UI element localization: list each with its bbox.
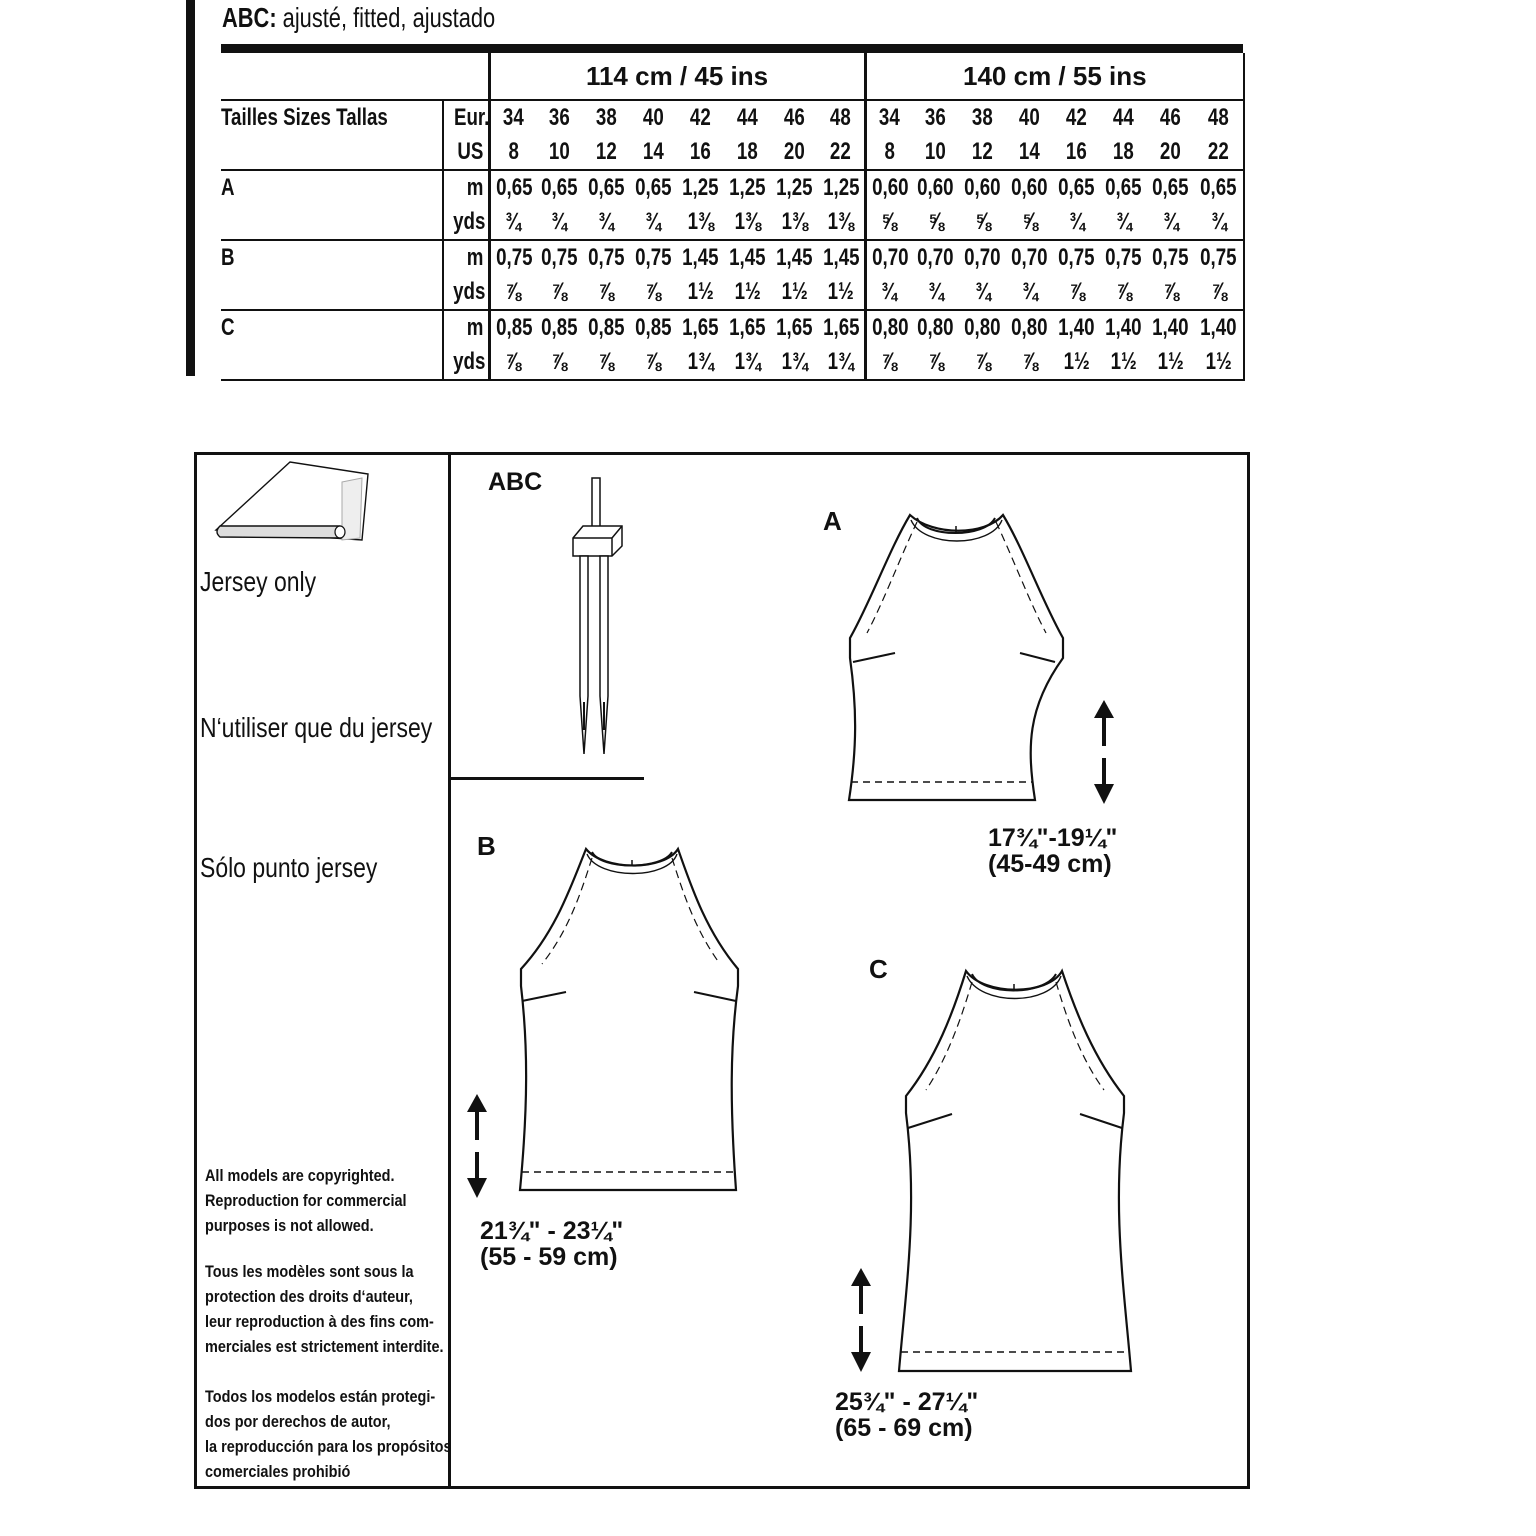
table-cell: 1,65	[729, 314, 766, 341]
view-b-yards-row-unit: yds	[443, 275, 489, 310]
table-cell: 1½	[1194, 345, 1244, 380]
table-cell: 1½	[1147, 345, 1194, 380]
table-cell: 8	[865, 135, 912, 170]
table-cell: 1,25	[823, 174, 860, 201]
table-cell: 1½	[724, 275, 771, 310]
copyright-fr: Tous les modèles sont sous la protection des droits d‘auteur, leur reproduction à des fins com- merciales est strictement interdite.	[205, 1262, 444, 1356]
table-cell: ¾	[583, 205, 630, 240]
table-cell: 42	[1066, 104, 1087, 131]
view-a-label: A	[823, 506, 842, 536]
table-cell: 14	[630, 135, 677, 170]
view-a-meters-row-label: A	[221, 174, 235, 201]
table-cell: 1¾	[677, 345, 724, 380]
table-cell: 1¾	[724, 345, 771, 380]
table-cell: 0,65	[588, 174, 625, 201]
us-size-row	[221, 135, 1244, 170]
table-cell: 1⅜	[677, 205, 724, 240]
table-cell: ⅞	[583, 345, 630, 380]
table-cell: 1¾	[818, 345, 865, 380]
table-cell: 1½	[1053, 345, 1100, 380]
table-cell: 1¾	[771, 345, 818, 380]
table-top-rule	[221, 44, 1243, 53]
length-b: 21¾" - 23¼" (55 - 59 cm)	[480, 1217, 624, 1271]
view-a-meters-row	[221, 170, 1244, 205]
copyright-en: All models are copyrighted. Reproduction for commercial purposes is not allowed.	[205, 1166, 407, 1235]
fabric-note-es: Sólo punto jersey	[200, 852, 378, 883]
table-cell: 44	[737, 104, 758, 131]
view-c-yards-row-unit: yds	[443, 345, 489, 380]
garment-view-c	[898, 968, 1138, 1388]
length-arrow-b	[462, 1092, 492, 1202]
table-cell: 38	[596, 104, 617, 131]
table-cell: 0,85	[541, 314, 578, 341]
yardage-table	[221, 53, 1245, 381]
table-cell: 0,85	[588, 314, 625, 341]
view-a-yards-row-label	[221, 205, 443, 240]
table-cell: 1,65	[823, 314, 860, 341]
table-cell: 0,75	[1152, 244, 1189, 271]
table-cell: 18	[724, 135, 771, 170]
eur-size-row-unit: Eur.	[443, 100, 489, 135]
table-cell: 40	[643, 104, 664, 131]
left-margin-bar	[186, 0, 195, 376]
table-cell: 1,40	[1058, 314, 1095, 341]
table-cell: 38	[972, 104, 993, 131]
table-cell: ⅝	[865, 205, 912, 240]
table-cell: 22	[818, 135, 865, 170]
table-cell: 20	[1147, 135, 1194, 170]
width-header-row	[221, 53, 1244, 100]
table-cell: 14	[1006, 135, 1053, 170]
table-cell: 0,80	[865, 310, 912, 345]
table-cell: ⅞	[583, 275, 630, 310]
view-b-yards-row-label	[221, 275, 443, 310]
table-cell: ⅞	[489, 345, 536, 380]
table-cell: 0,65	[489, 170, 536, 205]
table-cell: 40	[1019, 104, 1040, 131]
table-cell: ⅞	[536, 275, 583, 310]
table-cell: ⅞	[1100, 275, 1147, 310]
table-cell: 12	[959, 135, 1006, 170]
table-cell: ⅞	[865, 345, 912, 380]
table-cell: 1,25	[776, 174, 813, 201]
table-cell: 44	[1113, 104, 1134, 131]
table-cell: 34	[489, 100, 536, 135]
table-cell: 0,85	[489, 310, 536, 345]
table-cell: 0,60	[964, 174, 1001, 201]
table-cell: 22	[1194, 135, 1244, 170]
table-cell: 0,70	[865, 240, 912, 275]
table-cell: 0,75	[1105, 244, 1142, 271]
table-cell: ⅞	[536, 345, 583, 380]
table-cell: ⅝	[959, 205, 1006, 240]
eur-size-row-label: Tailles Sizes Tallas	[221, 104, 388, 131]
table-cell: 46	[784, 104, 805, 131]
table-cell: 0,75	[489, 240, 536, 275]
table-cell: 1,40	[1105, 314, 1142, 341]
table-cell: 1½	[818, 275, 865, 310]
yardage-table-wrap	[221, 44, 1243, 381]
title-views: ABC:	[222, 2, 277, 33]
table-cell: 0,80	[1011, 314, 1048, 341]
table-cell: 1½	[677, 275, 724, 310]
table-cell: ¾	[912, 275, 959, 310]
table-cell: 1,40	[1194, 310, 1244, 345]
us-size-row-unit: US	[443, 135, 489, 170]
table-cell: 0,80	[964, 314, 1001, 341]
fabric-note-fr: N‘utiliser que du jersey	[200, 712, 433, 743]
table-cell: 16	[677, 135, 724, 170]
table-cell: 8	[489, 135, 536, 170]
table-cell: ⅞	[630, 275, 677, 310]
view-b-meters-row-unit: m	[443, 240, 489, 275]
fabric-roll-icon	[212, 458, 372, 543]
view-b-meters-row	[221, 240, 1244, 275]
table-cell: 1,45	[776, 244, 813, 271]
table-cell: ⅞	[1053, 275, 1100, 310]
table-cell: ¾	[1194, 205, 1244, 240]
table-cell: 1,40	[1152, 314, 1189, 341]
table-cell: 1,25	[729, 174, 766, 201]
view-c-yards-row-label	[221, 345, 443, 380]
view-b-meters-row-label: B	[221, 244, 235, 271]
table-cell: 0,70	[1011, 244, 1048, 271]
table-cell: 1⅜	[771, 205, 818, 240]
table-cell: ¾	[536, 205, 583, 240]
length-arrow-c	[846, 1266, 876, 1376]
table-cell: 20	[771, 135, 818, 170]
table-cell: 0,80	[917, 314, 954, 341]
table-cell: 1½	[1100, 345, 1147, 380]
width-114: 114 cm / 45 ins	[489, 53, 865, 100]
table-cell: 0,75	[1194, 240, 1244, 275]
table-cell: 1½	[771, 275, 818, 310]
table-cell: 0,60	[865, 170, 912, 205]
table-cell: ¾	[1006, 275, 1053, 310]
table-cell: 0,75	[635, 244, 672, 271]
view-c-yards-row	[221, 345, 1244, 380]
twin-needle-icon	[570, 476, 630, 756]
table-cell: ⅞	[489, 275, 536, 310]
us-size-row-label	[221, 135, 443, 170]
table-cell: 1,65	[682, 314, 719, 341]
table-cell: 16	[1053, 135, 1100, 170]
table-cell: ¾	[959, 275, 1006, 310]
table-cell: 18	[1100, 135, 1147, 170]
table-cell: 46	[1160, 104, 1181, 131]
view-b-yards-row	[221, 275, 1244, 310]
view-a-yards-row-unit: yds	[443, 205, 489, 240]
view-c-meters-row-label: C	[221, 314, 235, 341]
table-cell: 0,70	[964, 244, 1001, 271]
view-a-meters-row-unit: m	[443, 170, 489, 205]
table-cell: 48	[1194, 100, 1244, 135]
view-b-label: B	[477, 831, 496, 861]
table-cell: ⅞	[630, 345, 677, 380]
view-c-meters-row	[221, 310, 1244, 345]
table-cell: ¾	[1147, 205, 1194, 240]
copyright-es: Todos los modelos están protegi- dos por derechos de autor, la reproducción para los propósitos comerciales prohibió	[205, 1387, 452, 1481]
length-c: 25¾" - 27¼" (65 - 69 cm)	[835, 1388, 979, 1442]
table-cell: ⅝	[1006, 205, 1053, 240]
table-cell: ⅞	[1147, 275, 1194, 310]
table-cell: 10	[536, 135, 583, 170]
frame-divider	[448, 452, 451, 1489]
table-cell: ¾	[630, 205, 677, 240]
notions-divider	[451, 777, 644, 780]
table-cell: ⅞	[1006, 345, 1053, 380]
table-cell: ¾	[489, 205, 536, 240]
notions-label: ABC	[488, 468, 543, 496]
table-cell: 34	[865, 100, 912, 135]
table-cell: 1⅜	[724, 205, 771, 240]
table-cell: 1,65	[776, 314, 813, 341]
table-cell: 36	[925, 104, 946, 131]
table-cell: 0,85	[635, 314, 672, 341]
garment-view-b	[516, 846, 746, 1206]
view-a-yards-row	[221, 205, 1244, 240]
length-arrow-a	[1089, 698, 1119, 808]
view-c-label: C	[869, 954, 888, 984]
table-cell: 12	[583, 135, 630, 170]
table-cell: 0,65	[541, 174, 578, 201]
fabric-note-en: Jersey only	[200, 566, 317, 597]
table-cell: 0,60	[917, 174, 954, 201]
table-cell: ⅞	[1194, 275, 1244, 310]
table-cell: 0,65	[1105, 174, 1142, 201]
table-cell: ¾	[865, 275, 912, 310]
eur-size-row	[221, 100, 1244, 135]
table-cell: 1,45	[823, 244, 860, 271]
table-cell: 1,45	[682, 244, 719, 271]
table-cell: ¾	[1100, 205, 1147, 240]
table-cell: 0,75	[588, 244, 625, 271]
table-cell: 0,65	[635, 174, 672, 201]
table-cell: 0,65	[1152, 174, 1189, 201]
table-cell: ⅝	[912, 205, 959, 240]
table-cell: 0,70	[917, 244, 954, 271]
garment-view-a	[845, 508, 1085, 808]
table-cell: 48	[830, 104, 852, 131]
length-a: 17¾"-19¼" (45-49 cm)	[988, 824, 1118, 878]
table-cell: 1⅜	[818, 205, 865, 240]
table-cell: 36	[549, 104, 570, 131]
table-cell: 0,65	[1194, 170, 1244, 205]
title-fit: ajusté, fitted, ajustado	[276, 2, 496, 33]
table-cell: 42	[690, 104, 711, 131]
table-cell: ¾	[1053, 205, 1100, 240]
table-cell: 10	[912, 135, 959, 170]
table-cell: 1,45	[729, 244, 766, 271]
width-140: 140 cm / 55 ins	[865, 53, 1244, 100]
table-cell: 0,75	[1058, 244, 1095, 271]
section-title	[222, 2, 495, 34]
table-cell: 0,65	[1058, 174, 1095, 201]
table-cell: 0,60	[1011, 174, 1048, 201]
view-c-meters-row-unit: m	[443, 310, 489, 345]
table-cell: 0,75	[541, 244, 578, 271]
table-cell: 1,25	[682, 174, 719, 201]
table-cell: ⅞	[912, 345, 959, 380]
table-cell: ⅞	[959, 345, 1006, 380]
